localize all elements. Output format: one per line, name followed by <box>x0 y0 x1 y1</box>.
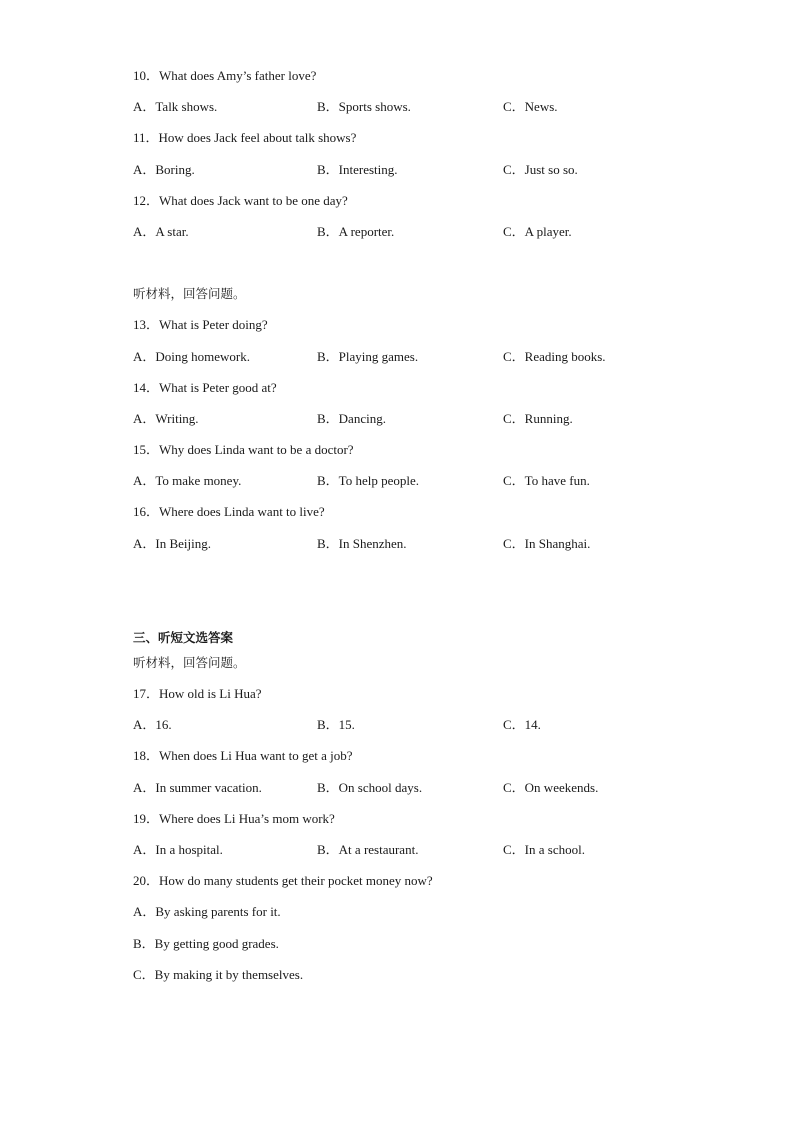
options-19 <box>133 840 693 871</box>
option-20-b: B．By getting good grades. <box>133 935 279 951</box>
options-15 <box>133 471 693 502</box>
option-a: A．In a hospital. <box>133 841 223 857</box>
question-13: 13．What is Peter doing? <box>133 317 268 333</box>
question-10: 10．What does Amy’s father love? <box>133 68 317 83</box>
question-18: 18．When does Li Hua want to get a job? <box>133 748 353 764</box>
options-10 <box>133 97 693 128</box>
options-18 <box>133 778 693 809</box>
options-16 <box>133 534 693 565</box>
document-page <box>133 66 693 996</box>
option-a: A．Doing homework. <box>133 348 250 364</box>
option-b: B．Playing games. <box>317 348 419 364</box>
question-11: 11．How does Jack feel about talk shows? <box>133 130 357 146</box>
option-a: A．In Beijing. <box>133 535 211 551</box>
question-16: 16．Where does Linda want to live? <box>133 504 325 520</box>
option-c: C．In a school. <box>503 841 585 857</box>
option-b: B．To help people. <box>317 473 419 489</box>
option-c: C．In Shanghai. <box>503 535 591 551</box>
option-b: B．A reporter. <box>317 223 395 239</box>
question-12: 12．What does Jack want to be one day? <box>133 192 348 208</box>
options-12 <box>133 222 693 253</box>
question-19: 19．Where does Li Hua’s mom work? <box>133 810 335 826</box>
option-a: A．In summer vacation. <box>133 779 262 795</box>
option-a: A．16. <box>133 717 172 733</box>
question-15: 15．Why does Linda want to be a doctor? <box>133 442 354 458</box>
option-c: C．On weekends. <box>503 779 599 795</box>
instruction-1: 听材料，回答问题。 <box>133 286 246 302</box>
options-17 <box>133 715 693 746</box>
option-c: C．News. <box>503 99 558 115</box>
option-b: B．15. <box>317 717 355 733</box>
option-a: A．A star. <box>133 223 189 239</box>
question-17: 17．How old is Li Hua? <box>133 686 262 701</box>
option-b: B．Dancing. <box>317 410 386 426</box>
option-b: B．Sports shows. <box>317 99 411 115</box>
options-11 <box>133 160 693 191</box>
option-c: C．A player. <box>503 223 572 239</box>
options-14 <box>133 409 693 440</box>
spacer <box>133 253 693 284</box>
options-13 <box>133 347 693 378</box>
option-b: B．In Shenzhen. <box>317 535 407 551</box>
option-c: C．Reading books. <box>503 348 606 364</box>
option-c: C．Just so so. <box>503 161 578 177</box>
section-3-title: 三、听短文选答案 <box>133 629 234 645</box>
question-14: 14．What is Peter good at? <box>133 379 277 395</box>
option-b: B．Interesting. <box>317 161 398 177</box>
option-20-c: C．By making it by themselves. <box>133 966 304 982</box>
option-a: A．Talk shows. <box>133 99 218 115</box>
instruction-2: 听材料，回答问题。 <box>133 654 246 670</box>
option-c: C．14. <box>503 717 541 733</box>
option-20-a: A．By asking parents for it. <box>133 904 281 920</box>
spacer <box>133 565 693 628</box>
option-b: B．On school days. <box>317 779 423 795</box>
option-c: C．Running. <box>503 410 573 426</box>
option-c: C．To have fun. <box>503 473 590 489</box>
option-a: A．To make money. <box>133 473 242 489</box>
option-a: A．Boring. <box>133 161 195 177</box>
question-20: 20．How do many students get their pocket money now? <box>133 873 433 889</box>
option-b: B．At a restaurant. <box>317 841 419 857</box>
option-a: A．Writing. <box>133 410 199 426</box>
